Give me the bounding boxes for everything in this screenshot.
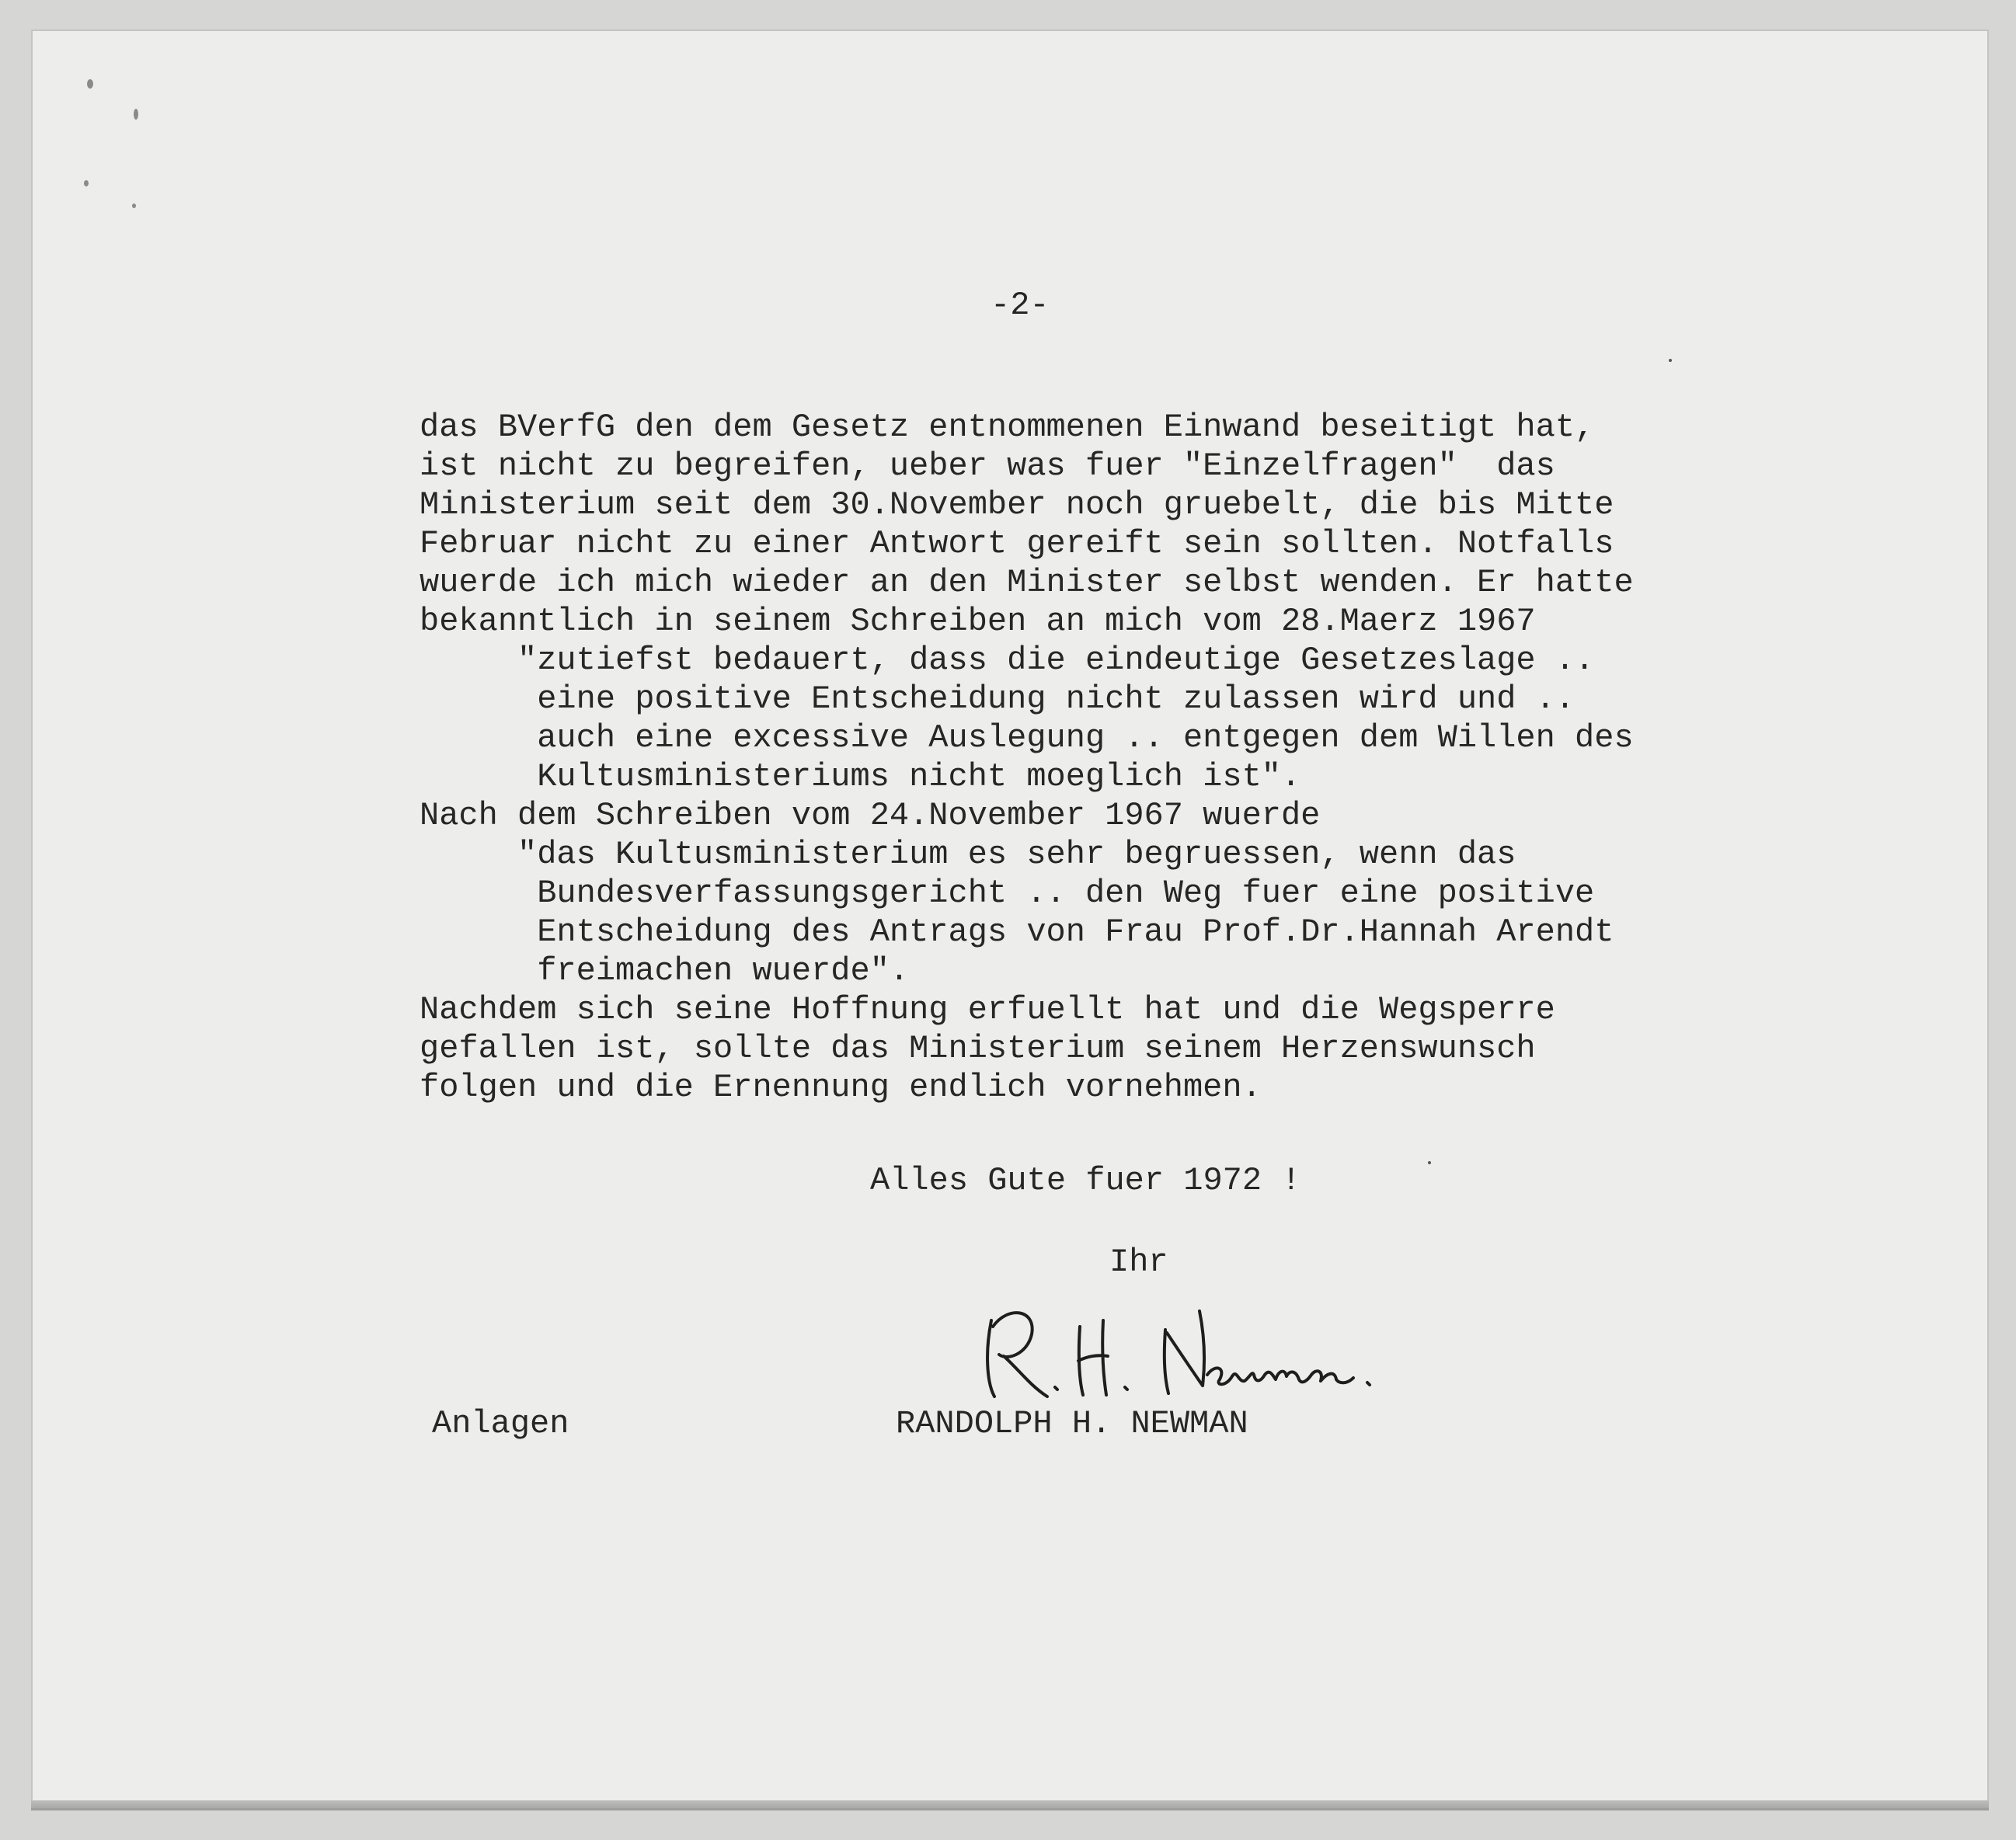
letter-body-line: Ministerium seit dem 30.November noch gruebelt, die bis Mitte <box>420 486 1614 523</box>
letter-body-line: bekanntlich in seinem Schreiben an mich vom 28.Maerz 1967 <box>420 603 1536 640</box>
letter-body-line: Februar nicht zu einer Antwort gereift sein sollten. Notfalls <box>420 525 1614 562</box>
punch-mark <box>134 109 138 120</box>
letter-body-line: eine positive Entscheidung nicht zulassen wird und .. <box>420 680 1576 718</box>
letter-body-line: das BVerfG den dem Gesetz entnommenen Einwand beseitigt hat, <box>420 409 1595 446</box>
letter-body-line: gefallen ist, sollte das Ministerium seinem Herzenswunsch <box>420 1030 1536 1067</box>
punch-mark <box>132 203 136 208</box>
typed-signatory-name: RANDOLPH H. NEWMAN <box>896 1405 1248 1442</box>
enclosures-label: Anlagen <box>432 1405 569 1442</box>
letter-body-line: ist nicht zu begreifen, ueber was fuer "Einzelfragen" das <box>420 447 1555 485</box>
letter-body-line: Nach dem Schreiben vom 24.November 1967 wuerde <box>420 797 1321 834</box>
sheet-bottom-edge <box>31 1800 1989 1808</box>
punch-mark <box>84 180 89 186</box>
salutation: Ihr <box>1109 1243 1168 1281</box>
letter-body-line: Nachdem sich seine Hoffnung erfuellt hat und die Wegsperre <box>420 991 1555 1028</box>
letter-body-line: "zutiefst bedauert, dass die eindeutige Gesetzeslage .. <box>420 642 1595 679</box>
ink-speck <box>1669 359 1672 362</box>
handwritten-signature <box>970 1289 1389 1414</box>
letter-body-line: Entscheidung des Antrags von Frau Prof.Dr.Hannah Arendt <box>420 913 1614 951</box>
closing-line: Alles Gute fuer 1972 ! <box>870 1162 1301 1199</box>
punch-mark <box>87 79 93 89</box>
letter-body-line: Bundesverfassungsgericht .. den Weg fuer eine positive <box>420 875 1595 912</box>
page-number: -2- <box>991 287 1050 324</box>
letter-body-line: Kultusministeriums nicht moeglich ist". <box>420 758 1301 795</box>
ink-speck <box>1428 1161 1431 1164</box>
letter-body-line: folgen und die Ernennung endlich vornehmen. <box>420 1069 1262 1106</box>
letter-body-line: "das Kultusministerium es sehr begruessen, wenn das <box>420 836 1516 873</box>
letter-body-line: freimachen wuerde". <box>420 952 910 990</box>
letter-body-line: wuerde ich mich wieder an den Minister selbst wenden. Er hatte <box>420 564 1634 601</box>
letter-body-line: auch eine excessive Auslegung .. entgegen dem Willen des <box>420 719 1634 757</box>
letter-body <box>420 408 1634 1107</box>
